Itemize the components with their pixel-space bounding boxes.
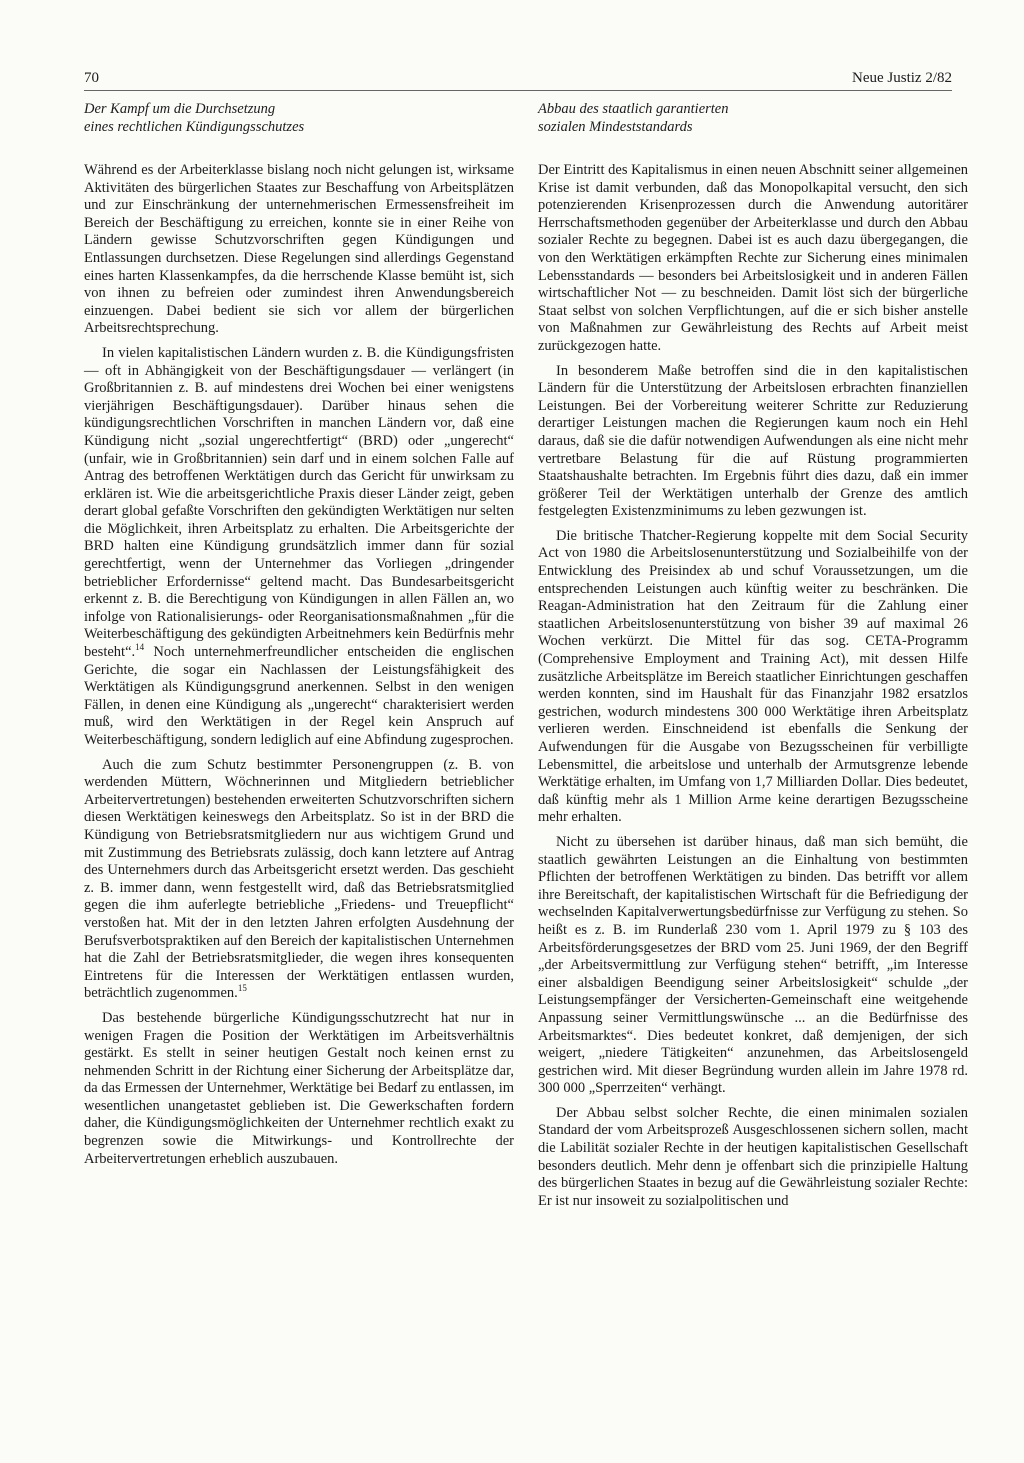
right-paragraph-4	[538, 834, 968, 1098]
right-paragraph-2-text: In besonderem Maße betroffen sind die in den kapitalistischen Ländern für die Unterstützung der Arbeitslosen erbrachten finanziellen Leistungen. Bei der Vorbereitung weiterer Schritte zur Reduzierung derartiger Leistungen machen die Regierungen kaum noch ein Hehl daraus, daß sie die dafür notwendigen Aufwendungen als eine nicht mehr vertretbare Belastung für die auf Rüstung programmierten Staatshaushalte betrachten. Im Ergebnis führt dies dazu, daß ein immer größerer Teil der Werktätigen unterhalb der Grenze des amtlich festgelegten Existenzminimums zu leben gezwungen ist.	[538, 362, 968, 520]
right-column	[538, 100, 968, 1217]
right-heading-line-2: sozialen Mindeststandards	[538, 119, 693, 135]
left-paragraph-4	[84, 1010, 514, 1168]
left-paragraph-1	[84, 162, 514, 338]
left-section-heading	[84, 100, 514, 136]
right-paragraph-3	[538, 528, 968, 827]
left-column	[84, 100, 514, 1175]
right-heading-line-1: Abbau des staatlich garantierten	[538, 101, 729, 117]
page-header	[84, 70, 952, 91]
right-paragraph-2	[538, 363, 968, 521]
left-paragraph-2-text: In vielen kapitalistischen Ländern wurden z. B. die Kündigungsfristen — oft in Abhängigkeit von der Beschäftigungsdauer — verlängert (in Großbritannien z. B. auf mindestens drei Wochen bei einer wenigstens vierjährigen Beschäftigungsdauer). Darüber hinaus sehen die kündigungsrechtlichen Vorschriften in manchen Ländern vor, daß eine Kündigung nicht „sozial ungerechtfertigt“ (BRD) oder „ungerecht“ (unfair, wie in Großbritannien) sein darf und in einem solchen Falle auf Antrag des betroffenen Werktätigen durch das Gericht für unwirksam zu erklären ist. Wie die arbeitsgerichtliche Praxis dieser Länder zeigt, geben derart global gefaßte Vorschriften den gekündigten Werktätigen nur selten die Möglichkeit, ihren Arbeitsplatz zu erhalten. Die Arbeitsgerichte der BRD halten eine Kündigung grundsätzlich immer dann für sozial gerechtfertigt, wenn der Unternehmer das Vorliegen „dringender betrieblicher Erfordernisse“ geltend macht. Das Bundesarbeitsgericht erkennt z. B. die Berechtigung von Kündigungen in allen Fällen an, wo infolge von Rationalisierungs- oder Reorganisationsmaßnahmen „für die Weiterbeschäftigung des gekündigten Arbeitnehmers kein Bedürfnis mehr besteht“.	[84, 344, 514, 661]
right-paragraph-4-text: Nicht zu übersehen ist darüber hinaus, daß man sich bemüht, die staatlich gewährten Leistungen an die Einhaltung von bestimmten Pflichten der betroffenen Werktätigen zu binden. Das betrifft vor allem ihre Bereitschaft, der kapitalistischen Wirtschaft für die Befriedigung der wechselnden Kapitalverwertungsbedürfnisse zur Verfügung zu stehen. So heißt es z. B. im Runderlaß 230 vom 1. April 1979 zu § 103 des Arbeitsförderungsgesetzes der BRD vom 25. Juni 1969, der den Begriff „der Arbeitsvermittlung zur Verfügung stehen“ betrifft, „im Interesse einer alsbaldigen Beendigung seiner Arbeitslosigkeit“ schulde „der Leistungsempfänger der Versicherten-Gemeinschaft eine weitgehende Anpassung seiner Vermittlungswünsche ... an die Bedürfnisse des Arbeitsmarktes“. Dies bedeutet konkret, daß demjenigen, der sich weigert, „niedere Tätigkeiten“ anzunehmen, das Arbeitslosengeld gestrichen wird. Mit dieser Begründung wurden allein im Jahre 1978 rd. 300 000 „Sperrzeiten“ verhängt.	[538, 833, 968, 1097]
left-paragraph-4-text: Das bestehende bürgerliche Kündigungsschutzrecht hat nur in wenigen Fragen die Position der Werktätigen im Arbeitsverhältnis gestärkt. Es stellt in seiner heutigen Gestalt noch keinen ernst zu nehmenden Schritt in der Richtung einer Sicherung der Arbeitsplätze dar, da das Ermessen der Unternehmer, Werktätige bei Bedarf zu entlassen, im wesentlichen unangetastet geblieben ist. Die Gewerkschaften fordern daher, die Kündigungsmöglichkeiten der Unternehmer rechtlich exakt zu begrenzen sowie die Mitwirkungs- und Kontrollrechte der Arbeitervertretungen erheblich auszubauen.	[84, 1009, 514, 1167]
right-paragraph-1-text: Der Eintritt des Kapitalismus in einen neuen Abschnitt seiner allgemeinen Krise ist damit verbunden, daß das Monopolkapital versucht, den sich potenzierenden Krisenprozessen durch die Anwendung autoritärer Herrschaftsmethoden gegenüber der Arbeiterklasse und durch den Abbau sozialer Rechte zu begegnen. Dabei ist es auch dazu übergegangen, die von den Werktätigen erkämpften Rechte zur Sicherung eines minimalen Lebensstandards — besonders bei Arbeitslosigkeit und in anderen Fällen wirtschaftlicher Not — zu beschneiden. Damit löst sich der bürgerliche Staat selbst von solchen Verpflichtungen, auf die er sich bisher anstelle von Maßnahmen zur Gewährleistung des Rechts auf Arbeit meist zurückgezogen hatte.	[538, 162, 968, 354]
right-paragraph-3-text: Die britische Thatcher-Regierung koppelte mit dem Social Security Act von 1980 die Arbeitslosenunterstützung und Sozialbeihilfe von der Entwicklung des Preisindex ab und schuf Voraussetzungen, um die entsprechenden Leistungen auch künftig weiter zu beschränken. Die Reagan-Administration hat den Zeitraum für die Zahlung einer staatlichen Arbeitslosenunterstützung von bisher 39 auf maximal 26 Wochen verkürzt. Die Mittel für das sog. CETA-Programm (Comprehensive Employment and Training Act), mit dessen Hilfe zusätzliche Arbeitsplätze im Bereich staatlicher Einrichtungen geschaffen werden konnten, sind im Haushalt für das Finanzjahr 1982 ersatzlos gestrichen, wodurch mindestens 300 000 Werktätige ihren Arbeitsplatz verlieren werden. Einschneidend ist ebenfalls die Senkung der Aufwendungen für die Ausgabe von Bezugsscheinen für verbilligte Lebensmittel, die arbeitslose und unterhalb der Armutsgrenze lebende Werktätige erhalten, im Umfang von 1,7 Milliarden Dollar. Dies bedeutet, daß künftig mehr als 1 Million Arme keine derartigen Bezugsscheine mehr erhalten.	[538, 527, 968, 826]
left-heading-line-2: eines rechtlichen Kündigungsschutzes	[84, 119, 305, 135]
left-paragraph-3	[84, 757, 514, 1003]
left-paragraph-3-text: Auch die zum Schutz bestimmter Personengruppen (z. B. von werdenden Müttern, Wöchnerinnen und Mitgliedern betrieblicher Arbeitervertretungen) bestehenden erweiterten Schutzvorschriften sichern diesen Werktätigen keineswegs den Arbeitsplatz. So ist in der BRD die Kündigung von Betriebsratsmitgliedern nur aus wichtigem Grund und mit Zustimmung des Betriebsrats zulässig, doch kann letztere auf Antrag des Unternehmers durch das Arbeitsgericht ersetzt werden. Das geschieht z. B. immer dann, wenn festgestellt wird, daß das Betriebsratsmitglied gegen die ihm auferlegte betriebliche „Friedens- und Treuepflicht“ verstoßen hat. Mit der in den letzten Jahren erfolgten Ausdehnung der Berufsverbotspraktiken auf den Bereich der kapitalistischen Unternehmen hat die Zahl der Betriebsratsmitglieder, die wegen ihres konsequenten Eintretens für die Interessen der Werktätigen entlassen wurden, beträchtlich zugenommen.	[84, 756, 515, 1002]
left-paragraph-2-text-cont: Noch unternehmerfreundlicher entscheiden die englischen Gerichte, die sogar ein Nachlassen der Leistungsfähigkeit des Werktätigen als Kündigungsgrund anerkennen. Selbst in den wenigen Fällen, in denen eine Kündigung als „ungerecht“ charakterisiert werden muß, wird den Werktätigen in der Regel kein Anspruch auf Weiterbeschäftigung, sondern lediglich auf eine Abfindung zugesprochen.	[84, 644, 514, 748]
journal-issue: Neue Justiz 2/82	[852, 70, 952, 86]
right-paragraph-1	[538, 162, 968, 356]
left-paragraph-1-text: Während es der Arbeiterklasse bislang noch nicht gelungen ist, wirksame Aktivitäten des bürgerlichen Staates zur Beschaffung von Arbeitsplätzen und zur Einschränkung der unternehmerischen Ermessensfreiheit im Bereich der Beschäftigung zu erreichen, konnte sie in einer Reihe von Ländern gewisse Schutzvorschriften gegen Kündigungen und Entlassungen durchsetzen. Diese Regelungen sind allerdings Gegenstand eines harten Klassenkampfes, da die herrschende Klasse bemüht ist, sich von ihnen zu befreien oder zumindest ihren Anwendungsbereich einzuengen. Dabei bedient sie sich vor allem der bürgerlichen Arbeitsrechtsprechung.	[84, 162, 514, 337]
footnote-ref-14: 14	[135, 642, 145, 653]
right-section-heading	[538, 100, 968, 136]
footnote-ref-15: 15	[237, 983, 247, 994]
page-number: 70	[84, 70, 99, 86]
left-heading-line-1: Der Kampf um die Durchsetzung	[84, 101, 276, 117]
right-paragraph-5	[538, 1105, 968, 1211]
right-paragraph-5-text: Der Abbau selbst solcher Rechte, die einen minimalen sozialen Standard der vom Arbeitsprozeß Ausgeschlossenen sichern sollen, macht die Labilität sozialer Rechte in der heutigen kapitalistischen Gesellschaft besonders deutlich. Mehr denn je offenbart sich die prinzipielle Haltung des bürgerlichen Staates in bezug auf die Gewährleistung sozialer Rechte: Er ist nur insoweit zu sozialpolitischen und	[538, 1104, 968, 1209]
left-paragraph-2	[84, 345, 514, 750]
